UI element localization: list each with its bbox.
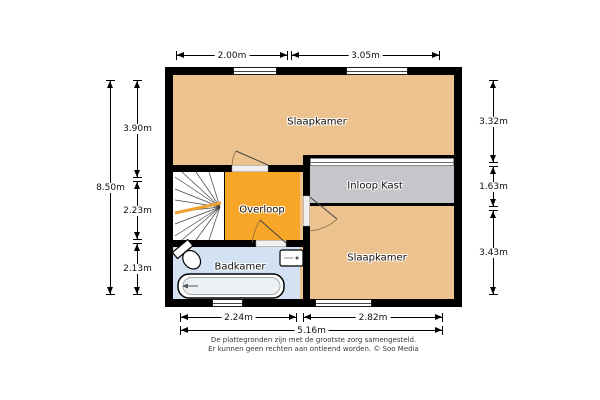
dimension-right-middle: [479, 166, 508, 207]
dimension-bottom-left: [180, 313, 297, 322]
outer-wall: [165, 67, 462, 307]
dimension-label: 2.82m: [356, 313, 391, 323]
dimension-label: 8.50m: [96, 182, 125, 193]
dimension-label: 3.32m: [479, 116, 508, 127]
dimension-label: 1.63m: [479, 181, 508, 192]
window-icon: [233, 67, 277, 75]
room-label-bedroom-top: Slaapkamer: [287, 116, 347, 128]
window-icon: [346, 67, 408, 75]
dimension-label: 5.16m: [294, 326, 329, 336]
dimension-left-total: [96, 80, 125, 295]
dimension-left-middle: [123, 181, 152, 240]
dimension-top-right: [291, 51, 440, 60]
disclaimer-line-1: De plattegronden zijn met de grootste zorg samengesteld.: [210, 336, 417, 344]
dimension-label: 2.13m: [123, 264, 152, 274]
room-label-landing: Overloop: [239, 204, 285, 216]
room-label-bathroom: Badkamer: [214, 261, 266, 273]
dimension-bottom-total: [180, 326, 443, 335]
window-icon: [212, 299, 243, 307]
disclaimer-line-2: Er kunnen geen rechten aan ontleend worden. © Soo Media: [208, 345, 419, 353]
window-icon: [315, 299, 372, 307]
dimension-label: 2.00m: [215, 51, 250, 61]
dimension-top-left: [176, 51, 288, 60]
dimension-label: 2.23m: [123, 205, 152, 216]
dimension-left-top: [123, 80, 152, 178]
dimension-right-bottom: [479, 210, 508, 295]
room-label-bedroom-bottom: Slaapkamer: [347, 252, 407, 264]
disclaimer: [165, 336, 462, 354]
dimension-left-bottom: [123, 243, 152, 295]
dimension-label: 2.24m: [221, 313, 256, 323]
room-label-closet: Inloop Kast: [347, 180, 403, 192]
dimension-label: 3.43m: [479, 247, 508, 258]
dimension-label: 3.05m: [348, 51, 383, 61]
dimension-bottom-right: [303, 313, 443, 322]
dimension-right-top: [479, 80, 508, 163]
dimension-label: 3.90m: [123, 124, 152, 134]
